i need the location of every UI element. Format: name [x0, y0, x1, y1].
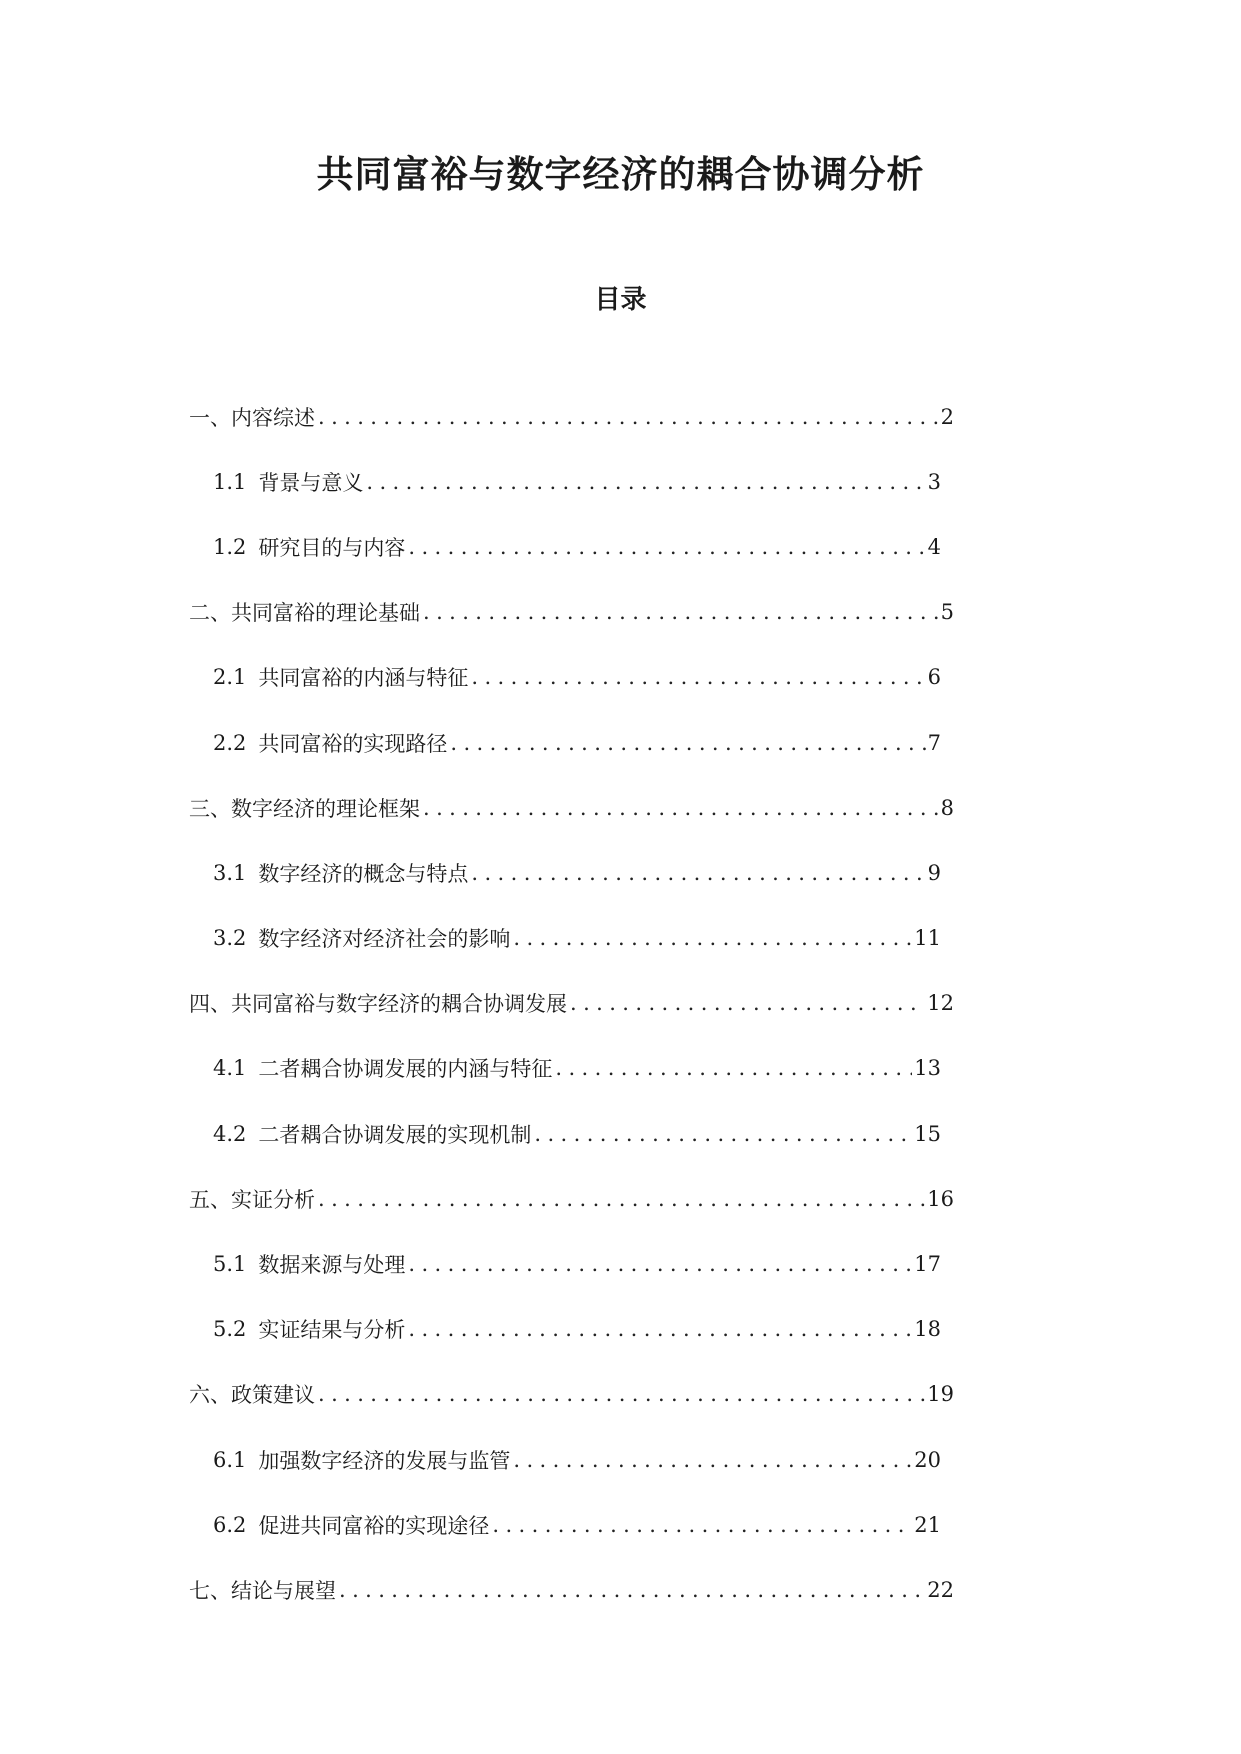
- toc-entry-label: 共同富裕的内涵与特征: [258, 666, 469, 691]
- toc-section-link[interactable]: [0, 1166, 954, 1231]
- toc-subsection-link[interactable]: [0, 645, 941, 710]
- toc-page-number: 17: [914, 1252, 941, 1277]
- toc-dot-leader: [408, 1252, 912, 1276]
- toc-entry-number: 4.1: [213, 1056, 247, 1081]
- toc-entry-label: 四、共同富裕与数字经济的耦合协调发展: [189, 992, 567, 1017]
- toc-entry-label: 二者耦合协调发展的内涵与特征: [258, 1057, 553, 1082]
- toc-dot-leader: [450, 731, 925, 755]
- toc-page-number: 11: [914, 926, 941, 951]
- toc-dot-leader: [570, 991, 925, 1015]
- toc-entry-number: 5.2: [213, 1317, 247, 1342]
- toc-entry-number: 2.1: [213, 665, 247, 690]
- toc-dot-leader: [423, 796, 939, 820]
- toc-dot-leader: [513, 926, 912, 950]
- toc-section-link[interactable]: [0, 1557, 954, 1622]
- toc-subsection-link[interactable]: [0, 710, 941, 775]
- toc-page-number: 18: [914, 1317, 941, 1342]
- toc-entry-number: 6.2: [213, 1512, 247, 1537]
- toc-entry-number: 5.1: [213, 1252, 247, 1277]
- toc-subsection-link[interactable]: [0, 1231, 941, 1296]
- toc-entry-label: 加强数字经济的发展与监管: [258, 1448, 511, 1473]
- toc-dot-leader: [471, 861, 925, 885]
- toc-entry-label: 数据来源与处理: [258, 1253, 406, 1278]
- toc-section-link[interactable]: [0, 1362, 954, 1427]
- toc-subsection-link[interactable]: [0, 1427, 941, 1492]
- toc-entry-number: 2.2: [213, 730, 247, 755]
- toc-page-number: 20: [914, 1447, 941, 1472]
- toc-dot-leader: [471, 665, 925, 689]
- toc-entry-label: 二、共同富裕的理论基础: [189, 601, 420, 626]
- toc-entry-label: 三、数字经济的理论框架: [189, 796, 420, 821]
- toc-subsection-link[interactable]: [0, 1101, 941, 1166]
- toc-section-link[interactable]: [0, 580, 954, 645]
- toc-section-link[interactable]: [0, 775, 954, 840]
- toc-page-number: 15: [914, 1121, 941, 1146]
- toc-page-number: 21: [914, 1512, 941, 1537]
- toc-page-number: 7: [927, 730, 941, 755]
- toc-page-number: 13: [914, 1056, 941, 1081]
- toc-entry-label: 七、结论与展望: [189, 1578, 336, 1603]
- toc-entry-number: 1.1: [213, 469, 247, 494]
- toc-page-number: 9: [927, 860, 941, 885]
- toc-entry-label: 促进共同富裕的实现途径: [258, 1513, 490, 1538]
- toc-entry-label: 实证结果与分析: [258, 1318, 406, 1343]
- toc-dot-leader: [318, 405, 939, 429]
- toc-dot-leader: [513, 1448, 912, 1472]
- toc-page-number: 2: [940, 404, 954, 429]
- toc-section-link[interactable]: [0, 971, 954, 1036]
- toc-page-number: 8: [940, 795, 954, 820]
- toc-dot-leader: [408, 535, 925, 559]
- toc-subsection-link[interactable]: [0, 1036, 941, 1101]
- toc-subsection-link[interactable]: [0, 514, 941, 579]
- toc-page-number: 19: [927, 1382, 954, 1407]
- toc-page-number: 22: [927, 1577, 954, 1602]
- toc-entry-number: 3.1: [213, 860, 247, 885]
- toc-entry-number: 6.1: [213, 1447, 247, 1472]
- document-title: 共同富裕与数字经济的耦合协调分析: [316, 152, 925, 196]
- toc-subsection-link[interactable]: [0, 840, 941, 905]
- toc-entry-label: 五、实证分析: [189, 1187, 315, 1212]
- toc-page-number: 3: [927, 469, 941, 494]
- toc-subsection-link[interactable]: [0, 1492, 941, 1557]
- toc-heading: 目录: [594, 285, 647, 315]
- toc-entry-label: 一、内容综述: [189, 405, 315, 430]
- toc-page-number: 16: [927, 1186, 954, 1211]
- toc-page-number: 12: [927, 991, 954, 1016]
- toc-subsection-link[interactable]: [0, 1297, 941, 1362]
- toc-entry-label: 数字经济的概念与特点: [258, 861, 469, 886]
- toc-dot-leader: [318, 1187, 925, 1211]
- toc-entry-label: 研究目的与内容: [258, 535, 406, 560]
- toc-dot-leader: [318, 1382, 925, 1406]
- toc-entry-number: 3.2: [213, 926, 247, 951]
- toc-dot-leader: [534, 1122, 912, 1146]
- toc-entry-number: 1.2: [213, 534, 247, 559]
- toc-subsection-link[interactable]: [0, 449, 941, 514]
- toc-entry-label: 二者耦合协调发展的实现机制: [258, 1122, 532, 1147]
- toc-page-number: 6: [927, 665, 941, 690]
- toc-dot-leader: [492, 1513, 912, 1537]
- toc-entry-label: 数字经济对经济社会的影响: [258, 927, 511, 952]
- toc-entry-label: 背景与意义: [258, 470, 364, 495]
- toc-dot-leader: [408, 1317, 912, 1341]
- toc-section-link[interactable]: [0, 384, 954, 449]
- toc-entry-label: 六、政策建议: [189, 1383, 315, 1408]
- toc-entry-label: 共同富裕的实现路径: [258, 731, 448, 756]
- toc-dot-leader: [366, 470, 925, 494]
- table-of-contents: [0, 384, 1241, 1623]
- toc-dot-leader: [339, 1578, 925, 1602]
- toc-page-number: 4: [927, 534, 941, 559]
- toc-dot-leader: [555, 1056, 912, 1080]
- toc-entry-number: 4.2: [213, 1121, 247, 1146]
- toc-subsection-link[interactable]: [0, 906, 941, 971]
- toc-dot-leader: [423, 600, 939, 624]
- toc-page-number: 5: [940, 600, 954, 625]
